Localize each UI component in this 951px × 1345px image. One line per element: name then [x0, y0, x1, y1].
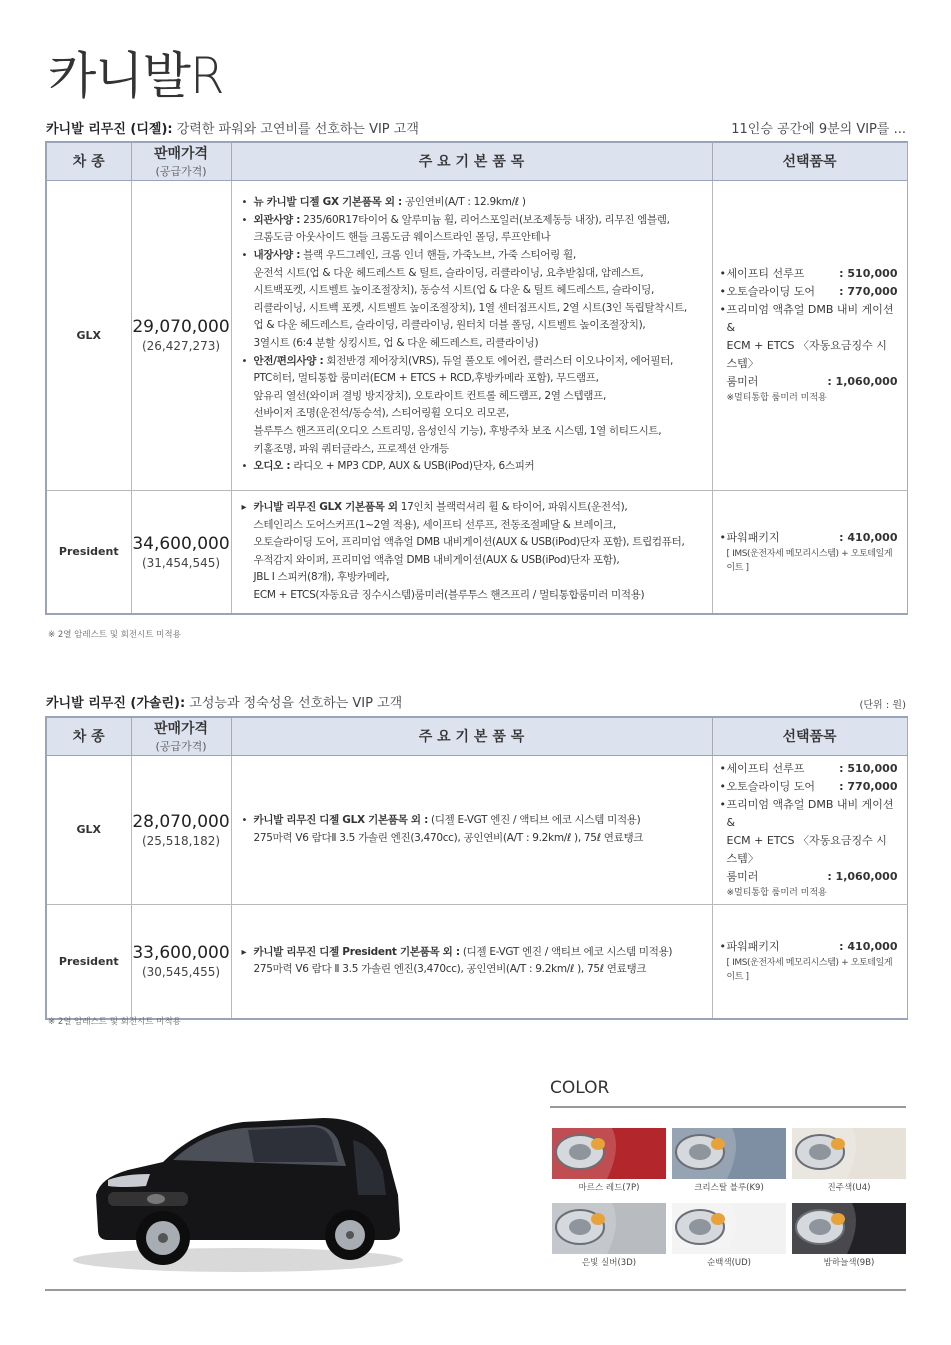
color-swatch: [552, 1128, 666, 1179]
bottom-divider: [45, 1289, 906, 1291]
feature-text: 오토슬라이딩 도어, 프리미엄 액츄얼 DMB 내비게이션(AUX & USB(iPod)단자 포함), 트립컴퓨터,: [253, 536, 685, 549]
option-label: 세이프티 선루프: [726, 267, 805, 280]
option-price: : 410,000: [839, 940, 898, 954]
table-row: [46, 904, 907, 1019]
feature-text: 공인연비(A/T : 12.9km/ℓ ): [401, 196, 526, 209]
option-note: [ IMS(운전자세 메모리시스템) + 오토테일게이트 ]: [726, 548, 893, 573]
feature-text: 3열시트 (6:4 분할 싱킹시트, 업 & 다운 헤드레스트, 리클라이닝): [253, 337, 539, 349]
feature-item: [242, 499, 702, 605]
feature-key: 내장사양 :: [253, 249, 301, 262]
options-cell: [712, 755, 907, 904]
feature-text: 우적감지 와이퍼, 프리미엄 액츄얼 DMB 내비게이션(AUX & USB(iPod)단자 포함),: [253, 553, 620, 566]
header-features: 주 요 기 본 품 목: [231, 717, 712, 755]
option-price: : 1,060,000: [827, 869, 898, 883]
feature-text: 키홀조명, 파워 쿼터글라스, 프로젝션 안개등: [253, 442, 449, 455]
unit-note: (단위 : 원): [859, 700, 906, 711]
bullet-icon: •: [241, 355, 248, 367]
feature-text: 업 & 다운 헤드레스트, 슬라이딩, 리클라이닝, 원터치 더블 폴딩, 시트벨트 높이조절장치),: [253, 319, 646, 332]
sale-price: 34,600,000: [132, 533, 230, 554]
header-price: 판매가격 (공급가격): [131, 142, 231, 180]
price-cell: [131, 755, 231, 904]
color-divider: [550, 1106, 906, 1108]
color-swatch-label: 밤하늘색(9B): [823, 1258, 875, 1268]
feature-text: ECM + ETCS(자동요금 징수시스템)룸미러(블루투스 핸즈프리 / 멀티통합룸미러 미적용): [253, 588, 645, 601]
diesel-spec-table: [45, 141, 908, 615]
feature-key: 카니발 리무진 GLX 기본품목 외: [253, 500, 398, 513]
feature-item: [242, 212, 702, 247]
feature-key: 카니발 리무진 디젤 GLX 기본품목 외 :: [253, 813, 428, 826]
gasoline-footnote: ※ 2열 암레스트 및 회전시트 미적용: [48, 1017, 181, 1027]
option-price: : 410,000: [839, 530, 898, 544]
feature-text: 스테인리스 도어스커프(1~2열 적용), 세이프티 선루프, 전동조절페달 & 브레이크,: [253, 518, 616, 531]
supply-price: (30,545,455): [141, 965, 221, 980]
bullet-icon: •: [241, 214, 248, 226]
option-price: : 510,000: [839, 761, 898, 775]
feature-text: 앞유리 열선(와이퍼 결빙 방지장치), 오토라이트 컨트롤 헤드램프, 2열 스텝램프,: [253, 389, 607, 402]
option-label: 오토슬라이딩 도어: [726, 285, 816, 298]
feature-text: (디젤 E-VGT 엔진 / 액티브 에코 시스템 미적용): [428, 813, 641, 826]
model-name: GLX: [46, 180, 131, 490]
feature-key: 카니발 리무진 디젤 President 기본품목 외 :: [253, 945, 460, 958]
model-name: President: [46, 490, 131, 614]
price-cell: [131, 180, 231, 490]
model-name: GLX: [46, 755, 131, 904]
color-swatch-label: 크리스탈 블루(K9): [694, 1183, 764, 1193]
feature-text: 블랙 우드그레인, 크롬 인너 핸들, 가죽노브, 가죽 스티어링 휠,: [300, 249, 576, 262]
color-swatch: [792, 1203, 906, 1254]
features-cell: [231, 904, 712, 1019]
header-model: 차 종: [46, 142, 131, 180]
feature-item: [242, 944, 702, 979]
diesel-footnote: ※ 2열 암레스트 및 회전시트 미적용: [48, 630, 181, 640]
option-label: 프리미엄 액츄얼 DMB 내비 게이션 &: [726, 797, 894, 829]
feature-key: 뉴 카니발 디젤 GX 기본품목 외 :: [253, 196, 402, 209]
color-swatch-label: 마르스 레드(7P): [578, 1183, 640, 1193]
option-note: ※멀티통합 룸미러 미적용: [726, 887, 827, 898]
color-swatch: [552, 1203, 666, 1254]
feature-text: 235/60R17타이어 & 알루미늄 휠, 리어스포일러(보조제동등 내장), 리무진 엠블렘,: [300, 213, 670, 226]
gasoline-section-subtitle: 고성능과 정숙성을 선호하는 VIP 고객: [185, 696, 403, 711]
feature-item: [242, 194, 702, 212]
option-label: ECM + ETCS 〈자동요금징수 시스템〉: [726, 339, 887, 370]
option-note: [ IMS(운전자세 메모리시스템) + 오토테일게이트 ]: [726, 958, 893, 983]
bullet-icon: •: [719, 267, 726, 280]
color-swatch: [672, 1128, 786, 1179]
option-item: [720, 301, 898, 391]
diesel-section-note: 11인승 공간에 9분의 VIP를 ...: [731, 122, 906, 137]
feature-text: 회전반경 제어장치(VRS), 듀얼 풀오토 에어컨, 클러스터 이오나이저, 에어필터,: [323, 354, 674, 367]
option-label: 파워패키지: [726, 530, 780, 544]
option-label: 프리미엄 액츄얼 DMB 내비 게이션 &: [726, 303, 894, 334]
bullet-icon: •: [719, 940, 726, 954]
feature-text: 시트백포켓, 시트벨트 높이조절장치), 동승석 시트(업 & 다운 & 틸트 헤드레스트, 슬라이딩,: [253, 284, 655, 297]
option-note: ※멀티통합 룸미러 미적용: [726, 393, 827, 403]
table-row: [46, 180, 907, 490]
feature-text: 라디오 + MP3 CDP, AUX & USB(iPod)단자, 6스피커: [290, 460, 535, 473]
option-price: : 1,060,000: [827, 375, 898, 388]
option-label: 세이프티 선루프: [726, 761, 805, 775]
bullet-icon: •: [719, 779, 726, 793]
header-options: 선택품목: [712, 717, 907, 755]
option-price: : 510,000: [839, 267, 898, 280]
bullet-icon: •: [241, 814, 248, 826]
page-title: 카니발R: [48, 47, 224, 105]
bullet-icon: •: [241, 250, 248, 262]
color-swatch: [792, 1128, 906, 1179]
model-name: President: [46, 904, 131, 1019]
bullet-icon: •: [719, 285, 726, 298]
feature-text: 리클라이닝, 시트백 포켓, 시트벨트 높이조절장치), 1열 센터점프시트, 2열 시트(3인 독립탈착시트,: [253, 301, 687, 314]
features-cell: [231, 755, 712, 904]
supply-price: (25,518,182): [141, 833, 221, 848]
feature-text: 17인치 블랙럭셔리 휠 & 타이어, 파워시트(운전석),: [397, 500, 628, 513]
feature-text: 선바이저 조명(운전석/동승석), 스티어링휠 오디오 리모콘,: [253, 407, 509, 420]
feature-text: 운전석 시트(업 & 다운 헤드레스트 & 틸트, 슬라이딩, 리클라이닝, 요추받침대, 암레스트,: [253, 266, 644, 279]
option-item: [720, 796, 898, 886]
feature-text: PTC히터, 멀티통합 룸미러(ECM + ETCS + RCD,후방카메라 포함), 무드램프,: [253, 372, 599, 385]
gasoline-section-heading: [46, 692, 906, 714]
option-item: [720, 529, 898, 547]
price-cell: [131, 904, 231, 1019]
feature-text: 275마력 V6 람다 Ⅱ 3.5 가솔린 엔진(3,470cc), 공인연비(A/T : 9.2km/ℓ ), 75ℓ 연료탱크: [253, 963, 647, 976]
sale-price: 29,070,000: [132, 317, 230, 337]
option-item: [720, 778, 898, 796]
feature-item: [242, 353, 702, 459]
bullet-icon: •: [241, 197, 248, 209]
table-row: [46, 490, 907, 614]
bullet-icon: ▸: [241, 946, 247, 958]
color-swatch: [672, 1203, 786, 1254]
sale-price: 33,600,000: [132, 943, 230, 964]
header-features: 주 요 기 본 품 목: [231, 142, 712, 180]
option-label: 룸미러: [726, 869, 759, 883]
feature-key: 안전/편의사양 :: [253, 354, 324, 367]
table-row: [46, 755, 907, 904]
feature-key: 오디오 :: [253, 460, 291, 473]
feature-item: [242, 458, 702, 476]
diesel-section-subtitle: 강력한 파워와 고연비를 선호하는 VIP 고객: [172, 122, 419, 137]
car-image: [68, 1100, 408, 1275]
options-cell: [712, 904, 907, 1019]
feature-item: [242, 812, 702, 847]
option-label: 룸미러: [726, 375, 759, 388]
color-title: COLOR: [550, 1078, 610, 1098]
option-label: 오토슬라이딩 도어: [726, 779, 816, 793]
feature-text: 275마력 V6 람다Ⅱ 3.5 가솔린 엔진(3,470cc), 공인연비(A/T : 9.2km/ℓ ), 75ℓ 연료탱크: [253, 831, 644, 844]
color-swatch-label: 진주색(U4): [827, 1183, 871, 1193]
header-price: 판매가격 (공급가격): [131, 717, 231, 755]
options-cell: [712, 180, 907, 490]
option-label: 파워패키지: [726, 940, 780, 954]
price-cell: [131, 490, 231, 614]
supply-price: (31,454,545): [141, 555, 221, 570]
feature-text: JBL Ⅰ 스피커(8개), 후방카메라,: [253, 571, 390, 584]
option-item: [720, 938, 898, 956]
bullet-icon: •: [719, 761, 726, 775]
option-item: [720, 283, 898, 301]
feature-text: 크롬도금 아웃사이드 핸들 크롬도금 웨이스트라인 몰딩, 루프안테나: [253, 231, 551, 244]
option-price: : 770,000: [839, 779, 898, 793]
diesel-section-heading: [46, 118, 906, 140]
features-cell: [231, 490, 712, 614]
option-price: : 770,000: [839, 285, 898, 298]
option-label: ECM + ETCS 〈자동요금징수 시스템〉: [726, 833, 887, 865]
supply-price: (26,427,273): [141, 339, 221, 353]
sale-price: 28,070,000: [132, 811, 230, 832]
header-model: 차 종: [46, 717, 131, 755]
features-cell: [231, 180, 712, 490]
gasoline-spec-table: [45, 716, 908, 1020]
gasoline-section-title: 카니발 리무진 (가솔린):: [46, 696, 186, 711]
color-swatch-label: 은빛 실버(3D): [581, 1258, 637, 1268]
feature-text: 블루투스 핸즈프리(오디오 스트리밍, 음성인식 기능), 후방주차 보조 시스템, 1열 히티드시트,: [253, 424, 662, 437]
option-item: [720, 760, 898, 778]
option-item: [720, 265, 898, 283]
options-cell: [712, 490, 907, 614]
bullet-icon: •: [719, 303, 726, 316]
diesel-section-title: 카니발 리무진 (디젤):: [46, 122, 173, 137]
feature-text: (디젤 E-VGT 엔진 / 액티브 에코 시스템 미적용): [459, 945, 673, 958]
feature-item: [242, 247, 702, 353]
bullet-icon: ▸: [241, 501, 247, 513]
feature-key: 외관사양 :: [253, 213, 301, 226]
bullet-icon: •: [719, 530, 726, 544]
bullet-icon: •: [241, 461, 248, 473]
header-options: 선택품목: [712, 142, 907, 180]
bullet-icon: •: [719, 797, 726, 811]
color-swatch-label: 순백색(UD): [706, 1258, 752, 1268]
